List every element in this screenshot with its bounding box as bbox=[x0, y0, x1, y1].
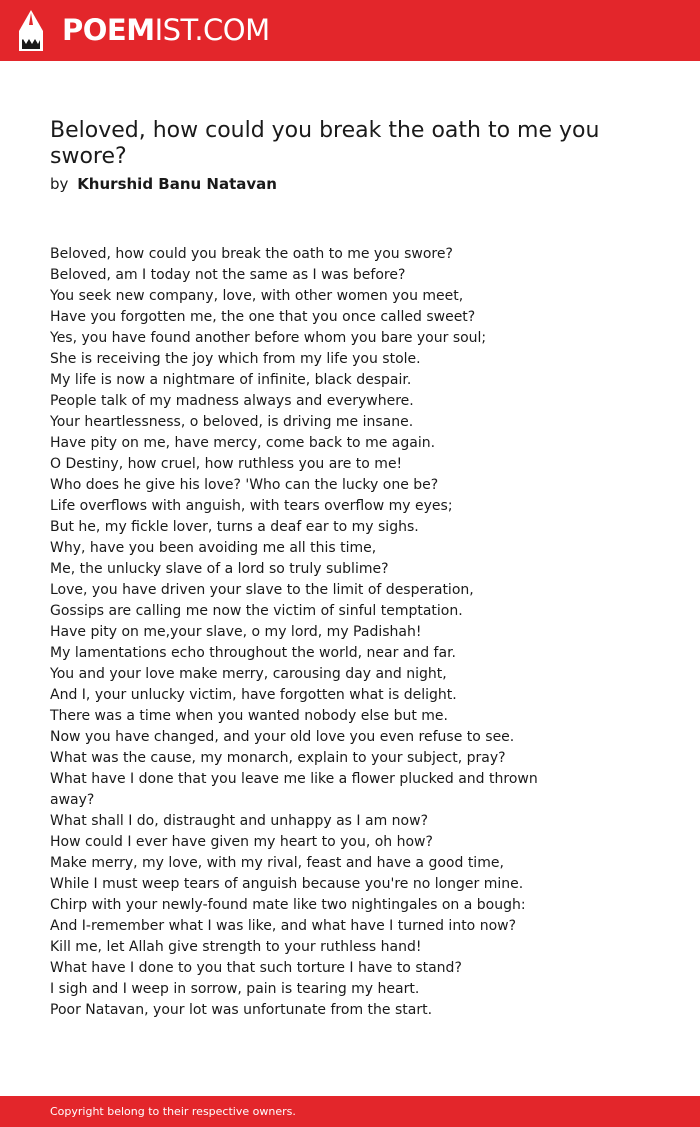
poem-line: You seek new company, love, with other women you meet, bbox=[50, 288, 464, 304]
poem-line: What have I done to you that such torture I have to stand? bbox=[50, 960, 462, 976]
site-footer bbox=[0, 1096, 700, 1127]
logo-bold-text: POEM bbox=[62, 13, 155, 47]
site-header bbox=[0, 0, 700, 61]
poem-line: Kill me, let Allah give strength to your ruthless hand! bbox=[50, 939, 422, 955]
logo-light-text: IST.COM bbox=[154, 13, 270, 47]
poem-body bbox=[50, 244, 550, 1021]
poem-line: Poor Natavan, your lot was unfortunate from the start. bbox=[50, 1002, 433, 1018]
poem-line: People talk of my madness always and everywhere. bbox=[50, 393, 414, 409]
poem-line: Have pity on me, have mercy, come back to me again. bbox=[50, 435, 436, 451]
poem-line: How could I ever have given my heart to you, oh how? bbox=[50, 834, 433, 850]
poem-line: She is receiving the joy which from my life you stole. bbox=[50, 351, 421, 367]
poem-line: Chirp with your newly-found mate like two nightingales on a bough: bbox=[50, 897, 526, 913]
byline bbox=[50, 173, 277, 195]
poem-line: Why, have you been avoiding me all this time, bbox=[50, 540, 377, 556]
by-label: by bbox=[50, 175, 69, 193]
poem-line: Me, the unlucky slave of a lord so truly sublime? bbox=[50, 561, 389, 577]
poem-line: Gossips are calling me now the victim of sinful temptation. bbox=[50, 603, 463, 619]
poem-line: O Destiny, how cruel, how ruthless you are to me! bbox=[50, 456, 403, 472]
poem-line: While I must weep tears of anguish because you're no longer mine. bbox=[50, 876, 524, 892]
poem-title: Beloved, how could you break the oath to me you swore? bbox=[50, 118, 600, 169]
poem-line: And I-remember what I was like, and what have I turned into now? bbox=[50, 918, 517, 934]
poem-line: Now you have changed, and your old love you even refuse to see. bbox=[50, 729, 515, 745]
poem-line: Yes, you have found another before whom you bare your soul; bbox=[50, 330, 487, 346]
poem-line: Who does he give his love? 'Who can the lucky one be? bbox=[50, 477, 439, 493]
poem-line: What shall I do, distraught and unhappy as I am now? bbox=[50, 813, 428, 829]
author-name: Khurshid Banu Natavan bbox=[77, 175, 277, 193]
poem-line: You and your love make merry, carousing day and night, bbox=[50, 666, 447, 682]
poem-line: Have pity on me,your slave, o my lord, my Padishah! bbox=[50, 624, 422, 640]
copyright-text: Copyright belong to their respective owners. bbox=[50, 1105, 296, 1118]
poem-line: What have I done that you leave me like a flower plucked and thrown away? bbox=[50, 771, 538, 808]
poem-line: But he, my fickle lover, turns a deaf ear to my sighs. bbox=[50, 519, 419, 535]
poem-line: And I, your unlucky victim, have forgotten what is delight. bbox=[50, 687, 457, 703]
site-logo[interactable] bbox=[62, 12, 270, 48]
poem-line: My life is now a nightmare of infinite, black despair. bbox=[50, 372, 412, 388]
poem-line: Love, you have driven your slave to the limit of desperation, bbox=[50, 582, 474, 598]
poem-line: I sigh and I weep in sorrow, pain is tearing my heart. bbox=[50, 981, 420, 997]
poem-line: Have you forgotten me, the one that you once called sweet? bbox=[50, 309, 476, 325]
poem-line: Beloved, am I today not the same as I was before? bbox=[50, 267, 406, 283]
poem-line: What was the cause, my monarch, explain to your subject, pray? bbox=[50, 750, 506, 766]
poem-line: Life overflows with anguish, with tears overflow my eyes; bbox=[50, 498, 453, 514]
poem-line: Make merry, my love, with my rival, feast and have a good time, bbox=[50, 855, 504, 871]
poem-line: There was a time when you wanted nobody else but me. bbox=[50, 708, 448, 724]
poem-line: My lamentations echo throughout the world, near and far. bbox=[50, 645, 456, 661]
poem-line: Your heartlessness, o beloved, is driving me insane. bbox=[50, 414, 414, 430]
poem-line: Beloved, how could you break the oath to me you swore? bbox=[50, 246, 453, 262]
pen-nib-icon[interactable] bbox=[18, 9, 44, 52]
